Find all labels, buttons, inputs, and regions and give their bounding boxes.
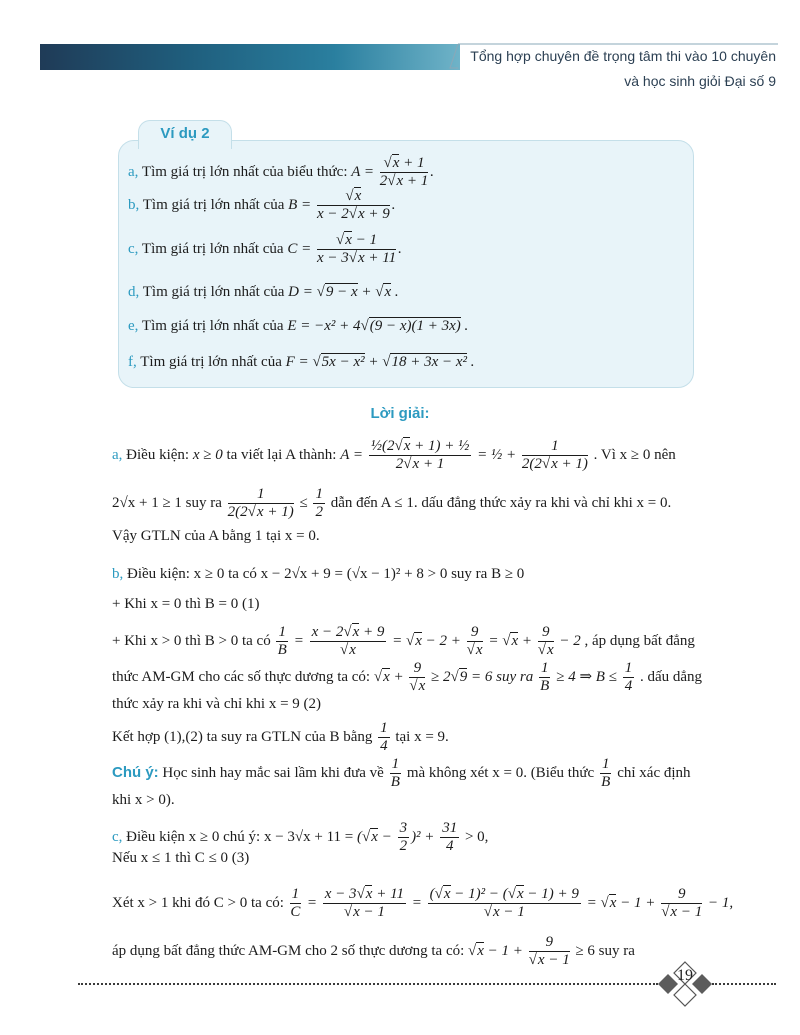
example-title: Ví dụ 2 [138, 120, 232, 149]
expr-a: A = √ $\frac{x + 1}{2√ x + 1}$ . [351, 164, 434, 180]
expr-c-amgm: √ x − 1 + 9 √ x − 1 [468, 943, 575, 959]
expr-c-recip: $\frac{1}{C}$ = x − 3√ x + 11 √ x − 1 = (√ x − 1)² − (√ x − 1) + 9 √ x − 1 = √ x − 1 + 9 √ x − 1 − 1, [288, 895, 733, 911]
solution-a-line3: Vậy GTLN của A bằng 1 tại x = 0. [112, 528, 320, 544]
solution-title: Lời giải: [370, 405, 430, 422]
example-item-a: a, Tìm giá trị lớn nhất của biểu thức: A = √ $\frac{x + 1}{2√ x + 1}$ . [128, 155, 434, 191]
expr-c-square: (√ x − $\frac{3}{2}$ )² + $\frac{31}{4}$ [357, 829, 465, 845]
expr-c: C = √ $\frac{x - 1}{x - 3√ x + 11}$ . [287, 241, 402, 257]
solution-c-line4: áp dụng bất đẳng thức AM-GM cho 2 số thực dương ta có: √ x − 1 + 9 √ x − 1 ≥ 6 suy ra [112, 934, 635, 970]
expr-b-recip: $\frac{1}{B}$ = x − 2√ x + 9 √ x = √ x − 2 + 9 √ x = √ x + 9 √ x − 2 [274, 633, 584, 649]
footer-dotted-line-left [78, 983, 658, 985]
solution-c-line1: c, Điều kiện x ≥ 0 chú ý: x − 3√x + 11 = (√ x − $\frac{3}{2}$ )² + $\frac{31}{4}$ > 0, [112, 820, 488, 856]
header-title-line1: Tổng hợp chuyên đề trọng tâm thi vào 10 chuyên [470, 48, 776, 64]
expr-b: B = √ $\frac{x}{x - 2√ x + 9}$ . [288, 197, 395, 213]
solution-b-line1: b, Điều kiện: x ≥ 0 ta có x − 2√x + 9 = (√x − 1)² + 8 > 0 suy ra B ≥ 0 [112, 566, 525, 582]
header-title-line2: và học sinh giỏi Đại số 9 [624, 73, 776, 89]
solution-b-line6: Kết hợp (1),(2) ta suy ra GTLN của B bằng $\frac{1}{4}$ tại x = 9. [112, 720, 449, 755]
expr-note-1: $\frac{1}{B}$ [390, 756, 400, 791]
example-item-d: d, Tìm giá trị lớn nhất của D = √ 9 − x + √ x . [128, 284, 399, 301]
page-number: 19 [677, 967, 693, 984]
solution-note-line1: Chú ý: Học sinh hay mắc sai lầm khi đưa về $\frac{1}{B}$ mà không xét x = 0. (Biểu thức $\frac{1}{B}$ chỉ xác định [112, 756, 691, 791]
expr-a-bound: $\frac{1}{2(2√ x + 1)}$ ≤ $\frac{1}{2}$ [226, 495, 331, 511]
solution-a-line1: a, Điều kiện: x ≥ 0 ta viết lại A thành: A = $\frac{\text{½(2√ x + 1) + ½}}{2√ x + 1}$ = ½ + $\frac{1}{2(2√ x + 1)}$ . Vì x ≥ 0 nên [112, 438, 676, 474]
solution-c-line2: Nếu x ≤ 1 thì C ≤ 0 (3) [112, 850, 250, 866]
solution-c-line3: Xét x > 1 khi đó C > 0 ta có: $\frac{1}{C}$ = x − 3√ x + 11 √ x − 1 = (√ x − 1)² − (√ x − 1) + 9 √ x − 1 = √ x − 1 + 9 √ x − 1 − 1, [112, 886, 733, 922]
solution-b-line2: + Khi x = 0 thì B = 0 (1) [112, 596, 260, 612]
expr-d: D = √ 9 − x + √ x . [288, 283, 399, 300]
example-item-f: f, Tìm giá trị lớn nhất của F = √ 5x − x² + √ 18 + 3x − x² . [128, 354, 475, 371]
example-item-e: e, Tìm giá trị lớn nhất của E = −x² + 4√ (9 − x)(1 + 3x) . [128, 318, 468, 335]
expr-b-amgm: √ x + 9 √ x ≥ 2√ 9 = 6 suy ra $\frac{1}{B}$ ≥ 4 ⇒ B ≤ $\frac{1}{4}$ [374, 669, 640, 685]
footer-dotted-line-right [712, 983, 776, 985]
expr-note-2: $\frac{1}{B}$ [601, 756, 611, 791]
expr-b-max: $\frac{1}{4}$ [380, 720, 388, 755]
expr-f: F = √ 5x − x² + √ 18 + 3x − x² . [286, 353, 475, 370]
solution-b-line4: thức AM-GM cho các số thực dương ta có: √ x + 9 √ x ≥ 2√ 9 = 6 suy ra $\frac{1}{B}$ ≥ 4 ⇒ B ≤ $\frac{1}{4}$ . dấu dẳng [112, 660, 702, 696]
header-banner [40, 44, 460, 70]
solution-note-line2: khi x > 0). [112, 792, 175, 808]
example-item-c: c, Tìm giá trị lớn nhất của C = √ $\frac{x - 1}{x - 3√ x + 11}$ . [128, 232, 402, 268]
expr-a-rewrite: A = $\frac{\text{½(2√ x + 1) + ½}}{2√ x + 1}$ = ½ + $\frac{1}{2(2√ x + 1)}$ [340, 447, 593, 463]
solution-b-line5: thức xảy ra khi và chỉ khi x = 9 (2) [112, 696, 322, 712]
example-item-b: b, Tìm giá trị lớn nhất của B = √ $\frac{x}{x - 2√ x + 9}$ . [128, 188, 396, 224]
solution-a-line2: 2√x + 1 ≥ 1 suy ra $\frac{1}{2(2√ x + 1)}$ ≤ $\frac{1}{2}$ dẫn đến A ≤ 1. dấu đẳng thức xảy ra khi và chỉ khi x = 0. [112, 486, 671, 522]
expr-e: E = −x² + 4√ (9 − x)(1 + 3x) . [287, 317, 468, 334]
solution-b-line3: + Khi x > 0 thì B > 0 ta có $\frac{1}{B}$ = x − 2√ x + 9 √ x = √ x − 2 + 9 √ x = √ x + 9 √ x − 2 , áp dụng bất đẳng [112, 624, 695, 660]
